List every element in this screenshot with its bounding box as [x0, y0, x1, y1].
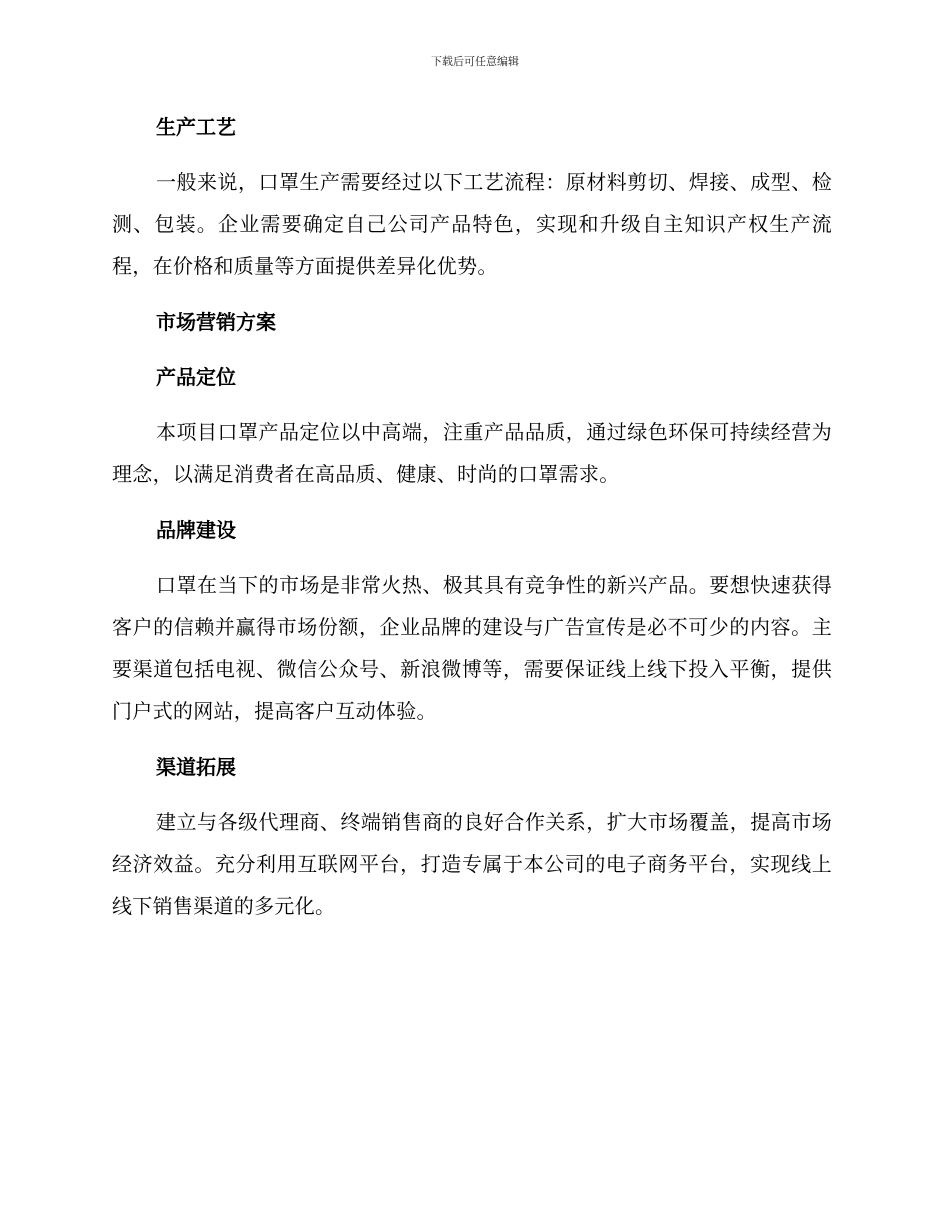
paragraph-production-process: 一般来说，口罩生产需要经过以下工艺流程：原材料剪切、焊接、成型、检测、包装。企业需要确定自己公司产品特色，实现和升级自主知识产权生产流程，在价格和质量等方面提供差异化优势。	[112, 170, 832, 278]
section-heading-product-positioning: 产品定位	[156, 365, 236, 389]
section-heading-production-process: 生产工艺	[156, 115, 236, 139]
paragraph-product-positioning: 本项目口罩产品定位以中高端，注重产品品质，通过绿色环保可持续经营为理念，以满足消费者在高品质、健康、时尚的口罩需求。	[112, 420, 832, 486]
section-heading-marketing-plan: 市场营销方案	[156, 310, 276, 334]
section-heading-channel-expansion: 渠道拓展	[156, 755, 236, 779]
paragraph-channel-expansion: 建立与各级代理商、终端销售商的良好合作关系，扩大市场覆盖，提高市场经济效益。充分利用互联网平台，打造专属于本公司的电子商务平台，实现线上线下销售渠道的多元化。	[112, 810, 832, 918]
paragraph-brand-building: 口罩在当下的市场是非常火热、极其具有竞争性的新兴产品。要想快速获得客户的信赖并赢得市场份额，企业品牌的建设与广告宣传是必不可少的内容。主要渠道包括电视、微信公众号、新浪微博等，需要保证线上线下投入平衡，提供门户式的网站，提高客户互动体验。	[112, 573, 832, 723]
section-heading-brand-building: 品牌建设	[156, 518, 236, 542]
page-header: 下载后可任意编辑	[431, 55, 519, 68]
document-body	[112, 106, 832, 941]
